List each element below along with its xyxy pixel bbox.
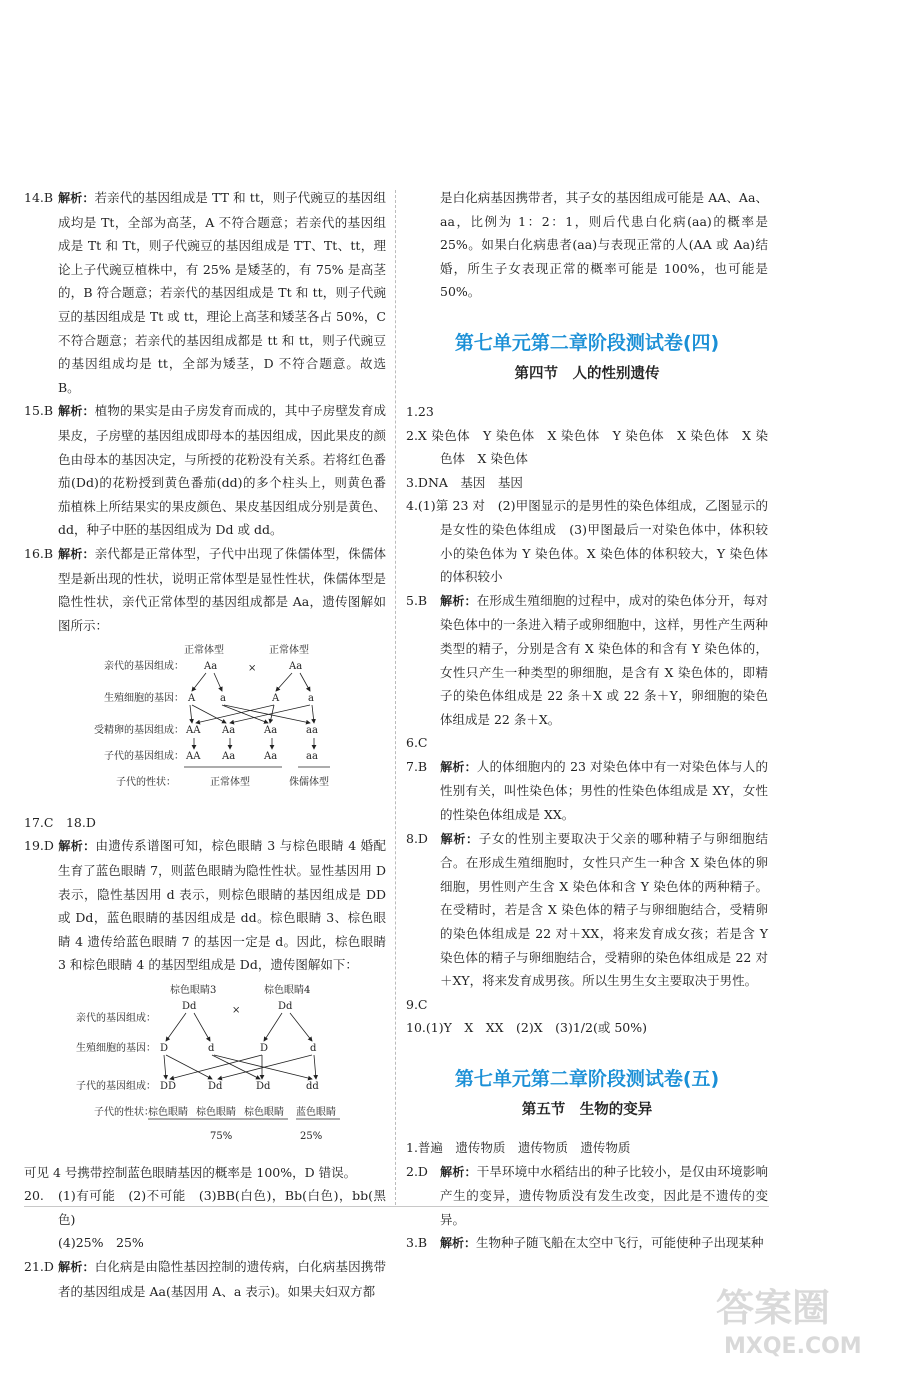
parent1-type: 棕色眼睛3 bbox=[170, 985, 217, 997]
genetic-diagram-body-type bbox=[24, 639, 386, 807]
percent-blue: 25% bbox=[300, 1131, 323, 1143]
answer-text: 在形成生殖细胞的过程中，成对的染色体分开，每对染色体中的一条进入精子或卵细胞中，这样，男性产生两种类型的精子，分别是含有 X 染色体的和含有 Y 染色体的，女性只产生一种类型的卵细胞，是含有 X 染色体的，即精子的染色体组成是 22 条＋X 或 22 条＋Y，卵细胞的染色体组成是 22 条＋X。 bbox=[440, 592, 768, 727]
child-3: Dd bbox=[256, 1081, 271, 1093]
label-child: 子代的基因组成： bbox=[76, 1081, 156, 1093]
trait-2: 棕色眼睛 bbox=[196, 1107, 236, 1119]
answer-17-18 bbox=[24, 811, 386, 835]
answer-6: 6.C bbox=[406, 735, 428, 751]
answer-text: 植物的果实是由子房发育而成的，其中子房壁发育成果皮，子房壁的基因组成即母本的基因组成，因此果皮的颜色由母本的基因决定，与所授的花粉没有关系。若将红色番茄(Dd)的花粉授到黄色番茄(dd)的多个柱头上，则黄色番茄植株上所结果实的果皮颜色、果皮基因组成分别是黄色、dd，种子中胚的基因组成为 Dd 或 dd。 bbox=[58, 403, 386, 538]
left-column bbox=[24, 186, 386, 1303]
answer-text: 白化病是由隐性基因控制的遗传病，白化病基因携带者的基因组成是 Aa(基因用 A、a 表示)。如果夫妇双方都 bbox=[58, 1259, 386, 1299]
column-divider bbox=[395, 190, 396, 1205]
percent-brown: 75% bbox=[210, 1131, 233, 1143]
answer-text: 子女的性别主要取决于父亲的哪种精子与卵细胞结合。在形成生殖细胞时，女性只产生一种含 X 染色体的卵细胞，男性则产生含 X 染色体和含 Y 染色体的两种精子。在受精时，若是含 X 染色体的精子与卵细胞结合，受精卵的染色体组成是 22 对＋XX，将来发育成女孩；若是含 Y 染色体的精子与卵细胞结合，受精卵的染色体组成是 22 对＋XY，将来发育成男孩。所以生男生女主要取决于男性。 bbox=[440, 830, 768, 989]
zygote-1: AA bbox=[186, 725, 201, 737]
answer-text: (1)有可能 (2)不可能 (3)BB(白色)，Bb(白色)，bb(黑色) bbox=[58, 1188, 386, 1227]
answer-number: 16.B bbox=[24, 545, 54, 561]
label-zygote: 受精卵的基因组成： bbox=[94, 725, 184, 737]
answer-1: 1.23 bbox=[406, 403, 434, 419]
section-subtitle-5: 第五节 生物的变异 bbox=[521, 1102, 653, 1118]
child-1: AA bbox=[186, 751, 201, 763]
answer-14 bbox=[24, 186, 386, 399]
trait-dwarf: 侏儒体型 bbox=[289, 777, 329, 789]
answer-number: 2.D bbox=[406, 1163, 428, 1179]
answer-number: 21.D bbox=[24, 1259, 54, 1274]
analysis-tag: 解析： bbox=[58, 546, 95, 561]
right-column bbox=[406, 186, 768, 1256]
answer-8 bbox=[406, 827, 768, 993]
parent1-genotype: Aa bbox=[204, 661, 218, 673]
label-gamete: 生殖细胞的基因： bbox=[76, 1043, 156, 1055]
answer-b3 bbox=[406, 1231, 768, 1256]
answer-b2 bbox=[406, 1160, 768, 1232]
gamete-3: A bbox=[272, 693, 280, 705]
analysis-tag: 解析： bbox=[440, 593, 477, 608]
answer-3: 3.DNA 基因 基因 bbox=[406, 474, 523, 490]
analysis-tag: 解析： bbox=[440, 1164, 477, 1179]
answer-2: 2.X 染色体 Y 染色体 X 染色体 Y 染色体 X 染色体 X 染色体 X 染色体 bbox=[406, 427, 768, 467]
child-3: Aa bbox=[264, 751, 278, 763]
answer-9: 9.C bbox=[406, 996, 428, 1012]
answer-number: 19.D bbox=[24, 838, 54, 854]
child-1: DD bbox=[160, 1081, 177, 1093]
parent2-genotype: Aa bbox=[289, 661, 303, 673]
gamete-2: a bbox=[220, 693, 226, 705]
child-4: aa bbox=[306, 751, 318, 763]
label-trait: 子代的性状： bbox=[116, 777, 176, 789]
section-title-4: 第七单元第二章阶段测试卷(四) bbox=[454, 331, 720, 354]
section-title-5: 第七单元第二章阶段测试卷(五) bbox=[454, 1068, 720, 1090]
answer-19 bbox=[24, 834, 386, 977]
zygote-2: Aa bbox=[222, 725, 236, 737]
label-child: 子代的基因组成： bbox=[104, 751, 184, 763]
parent2-genotype: Dd bbox=[278, 1001, 293, 1013]
answer-number: 8.D bbox=[406, 830, 428, 846]
answer-number: 3.B bbox=[406, 1235, 428, 1251]
answer-number: 7.B bbox=[406, 758, 428, 774]
watermark-logo bbox=[710, 1275, 870, 1360]
analysis-tag: 解析： bbox=[58, 839, 96, 854]
analysis-tag: 解析： bbox=[58, 1260, 95, 1274]
child-4: dd bbox=[306, 1081, 319, 1093]
parent1-genotype: Dd bbox=[182, 1001, 197, 1013]
watermark-bottom: MXQE.COM bbox=[724, 1334, 862, 1359]
answer-text: 由遗传系谱图可知，棕色眼睛 3 与棕色眼睛 4 婚配生育了蓝色眼睛 7，则蓝色眼睛为隐性性状。显性基因用 D 表示，隐性基因用 d 表示，则棕色眼睛的基因组成是 DD 或 Dd，蓝色眼睛的基因组成是 dd。棕色眼睛 3、棕色眼睛 4 遗传给蓝色眼睛 7 的基因一定是 d。因此，棕色眼睛 3 和棕色眼睛 4 的基因型组成是 Dd，遗传图解如下： bbox=[58, 838, 386, 973]
answer-text: 干旱环境中水稻结出的种子比较小，是仅由环境影响产生的变异，遗传物质没有发生改变，因此是不遗传的变异。 bbox=[440, 1163, 768, 1227]
answer-number: 15.B bbox=[24, 403, 54, 419]
analysis-tag: 解析： bbox=[440, 1236, 477, 1251]
answer-20 bbox=[24, 1184, 386, 1231]
gamete-1: A bbox=[188, 693, 196, 705]
cross-sign: × bbox=[232, 1005, 241, 1017]
answer-21 bbox=[24, 1255, 386, 1303]
analysis-tag: 解析： bbox=[440, 759, 477, 774]
analysis-tag: 解析： bbox=[58, 191, 95, 205]
trait-normal: 正常体型 bbox=[210, 777, 250, 789]
zygote-4: aa bbox=[306, 725, 318, 737]
label-trait: 子代的性状： bbox=[94, 1107, 154, 1119]
watermark-top: 答案圈 bbox=[716, 1286, 831, 1330]
trait-3: 棕色眼睛 bbox=[244, 1107, 284, 1119]
child-2: Aa bbox=[222, 751, 236, 763]
trait-4: 蓝色眼睛 bbox=[296, 1107, 336, 1119]
diagram-arrows bbox=[148, 1013, 340, 1119]
parent2-type: 正常体型 bbox=[269, 645, 309, 657]
answer-21-continued: 是白化病基因携带者，其子女的基因组成可能是 AA、Aa、aa，比例为 1：2：1，则后代患白化病(aa)的概率是 25%。如果白化病患者(aa)与表现正常的人(AA 或 Aa)结婚，所生子女表现正常的概率可能是 100%，也可能是 50%。 bbox=[440, 190, 768, 300]
label-parent: 亲代的基因组成： bbox=[104, 661, 184, 673]
gamete-4: a bbox=[308, 693, 314, 705]
answer-text: 亲代都是正常体型，子代中出现了侏儒体型，侏儒体型是新出现的性状，说明正常体型是显性性状，侏儒体型是隐性性状，亲代正常体型的基因组成都是 Aa，遗传图解如图所示： bbox=[58, 545, 386, 633]
answer-b1: 1.普遍 遗传物质 遗传物质 遗传物质 bbox=[406, 1140, 631, 1155]
answer-10: 10.(1)Y X XX (2)X (3)1/2(或 50%) bbox=[406, 1020, 647, 1036]
child-2: Dd bbox=[208, 1081, 223, 1093]
parent2-type: 棕色眼睛4 bbox=[264, 985, 311, 997]
answer-text: 人的体细胞内的 23 对染色体中有一对染色体与人的性别有关，叫性染色体；男性的性染色体组成是 XY，女性的性染色体组成是 XX。 bbox=[440, 758, 768, 823]
answer-4: 4.(1)第 23 对 (2)甲图显示的是男性的染色体组成，乙图显示的是女性的染色体组成 (3)甲图最后一对染色体中，体积较小的染色体为 Y 染色体。X 染色体的体积较大，Y 染色体的体积较小 bbox=[406, 498, 768, 585]
answer-number: 17.C 18.D bbox=[24, 814, 96, 830]
answer-number: 14.B bbox=[24, 190, 54, 205]
answer-text: 若亲代的基因组成是 TT 和 tt，则子代豌豆的基因组成均是 Tt，全部为高茎，A 不符合题意；若亲代的基因组成是 Tt 和 Tt，则子代豌豆的基因组成是 TT、Tt、tt，理论上子代豌豆植株中，有 25% 是矮茎的，有 75% 是高茎的，B 符合题意；若亲代的基因组成是 Tt 和 tt，则子代豌豆的基因组成是 Tt 或 tt，理论上高茎和矮茎各占 50%，C 不符合题意；若亲代的基因组成都是 tt 和 tt，则子代豌豆的基因组成均是 tt，全部为矮茎，D 不符合题意。故选 B。 bbox=[58, 190, 386, 395]
label-gamete: 生殖细胞的基因： bbox=[104, 693, 184, 705]
answer-5 bbox=[406, 589, 768, 732]
label-parent: 亲代的基因组成： bbox=[76, 1013, 156, 1025]
answer-19-conclusion: 可见 4 号携带控制蓝色眼睛基因的概率是 100%，D 错误。 bbox=[24, 1164, 357, 1180]
analysis-tag: 解析： bbox=[440, 831, 479, 846]
answer-16 bbox=[24, 542, 386, 637]
answer-number: 20. bbox=[24, 1188, 44, 1204]
answer-7 bbox=[406, 755, 768, 827]
genetic-diagram-eye-color bbox=[24, 979, 386, 1157]
parent1-type: 正常体型 bbox=[184, 645, 224, 657]
answer-number: 5.B bbox=[406, 592, 428, 608]
section-subtitle-4: 第四节 人的性别遗传 bbox=[514, 365, 660, 382]
cross-sign: × bbox=[248, 663, 257, 675]
zygote-3: Aa bbox=[264, 725, 278, 737]
gamete-3: D bbox=[260, 1043, 269, 1055]
answer-20-line2: (4)25% 25% bbox=[58, 1235, 144, 1251]
trait-1: 棕色眼睛 bbox=[148, 1107, 188, 1119]
answer-text: 生物种子随飞船在太空中飞行，可能使种子出现某种 bbox=[476, 1235, 764, 1251]
gamete-1: D bbox=[160, 1043, 169, 1055]
gamete-2: d bbox=[208, 1043, 215, 1055]
answer-15 bbox=[24, 399, 386, 542]
gamete-4: d bbox=[310, 1043, 317, 1055]
analysis-tag: 解析： bbox=[58, 404, 95, 419]
